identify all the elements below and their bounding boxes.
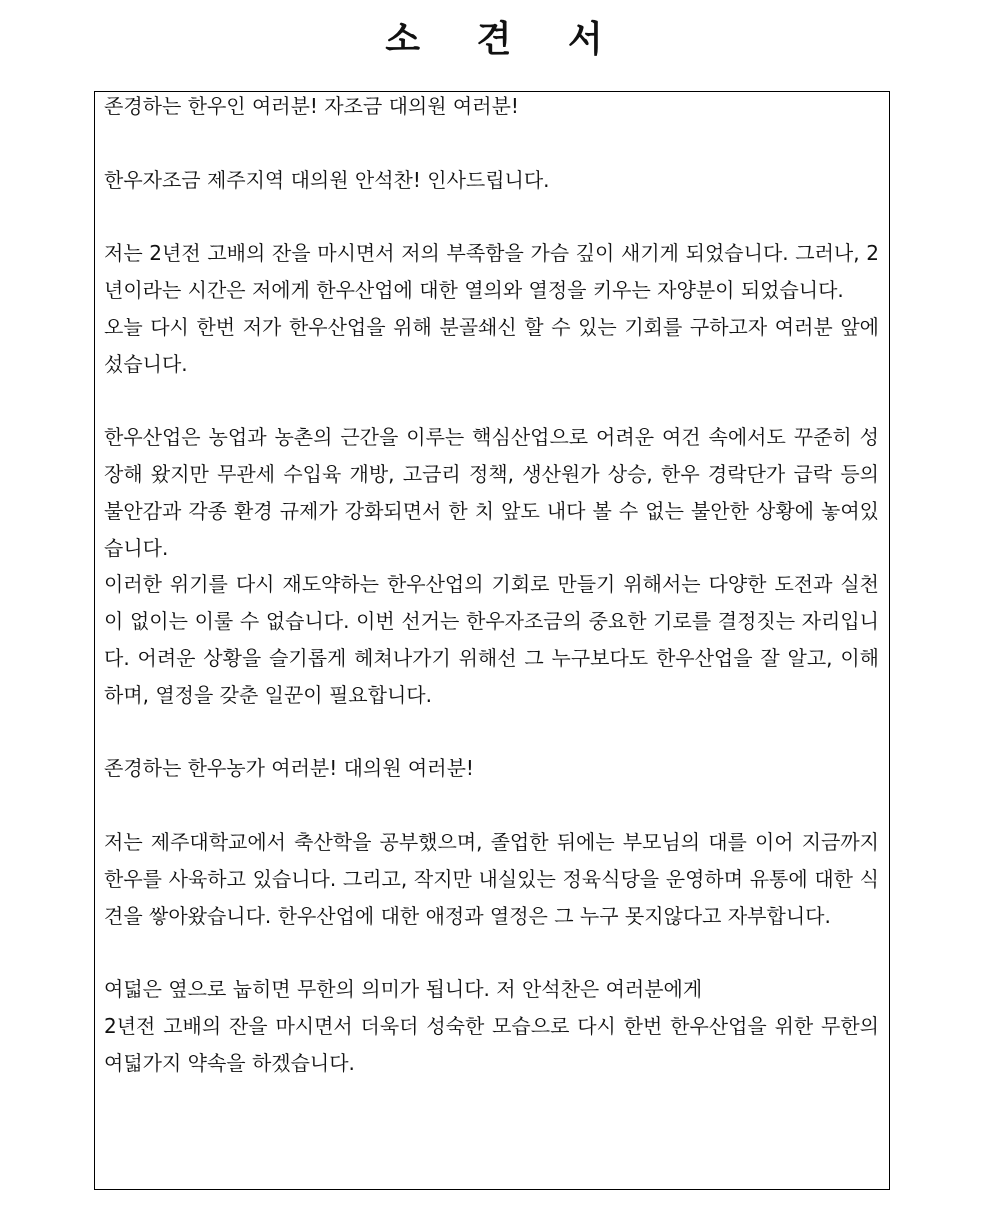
paragraph: 2년전 고배의 잔을 마시면서 더욱더 성숙한 모습으로 다시 한번 한우산업을 위한 무한의 여덟가지 약속을 하겠습니다. xyxy=(104,1013,879,1075)
paragraph: 한우산업은 농업과 농촌의 근간을 이루는 핵심산업으로 어려운 여건 속에서도 꾸준히 성장해 왔지만 무관세 수입육 개방, 고금리 정책, 생산원가 상승, 한우 경락단가 급락 등의 불안감과 각종 환경 규제가 강화되면서 한 치 앞도 내다 볼 수 없는 불안한 상황에 놓여있습니다. xyxy=(104,425,879,560)
paragraph: 저는 2년전 고배의 잔을 마시면서 저의 부족함을 가슴 깊이 새기게 되었습니다. 그러나, 2년이라는 시간은 저에게 한우산업에 대한 열의와 열정을 키우는 자양분이 되었습니다. xyxy=(104,241,879,302)
statement-body xyxy=(104,91,879,1082)
statement-box xyxy=(94,91,890,1190)
document-title: 소 견 서 xyxy=(385,18,625,60)
paragraph: 여덟은 옆으로 눕히면 무한의 의미가 됩니다. 저 안석찬은 여러분에게 xyxy=(104,977,703,1002)
paragraph-spacer xyxy=(104,125,879,162)
paragraph-spacer xyxy=(104,714,879,751)
paragraph-spacer xyxy=(104,198,879,235)
paragraph: 한우자조금 제주지역 대의원 안석찬! 인사드립니다. xyxy=(104,167,550,192)
paragraph: 오늘 다시 한번 저가 한우산업을 위해 분골쇄신 할 수 있는 기회를 구하고자 여러분 앞에 섰습니다. xyxy=(104,314,879,376)
paragraph-spacer xyxy=(104,787,879,824)
paragraph-spacer xyxy=(104,382,879,419)
paragraph: 저는 제주대학교에서 축산학을 공부했으며, 졸업한 뒤에는 부모님의 대를 이어 지금까지 한우를 사육하고 있습니다. 그리고, 작지만 내실있는 정육식당을 운영하며 유통에 대한 식견을 쌓아왔습니다. 한우산업에 대한 애정과 열정은 그 누구 못지않다고 자부합니다. xyxy=(104,829,879,928)
paragraph-spacer xyxy=(104,934,879,971)
paragraph: 존경하는 한우농가 여러분! 대의원 여러분! xyxy=(104,756,474,781)
paragraph: 이러한 위기를 다시 재도약하는 한우산업의 기회로 만들기 위해서는 다양한 도전과 실천이 없이는 이룰 수 없습니다. 이번 선거는 한우자조금의 중요한 기로를 결정짓는 자리입니다. 어려운 상황을 슬기롭게 헤쳐나가기 위해선 그 누구보다도 한우산업을 잘 알고, 이해하며, 열정을 갖춘 일꾼이 필요합니다. xyxy=(104,572,879,707)
paragraph: 존경하는 한우인 여러분! 자조금 대의원 여러분! xyxy=(104,94,519,118)
